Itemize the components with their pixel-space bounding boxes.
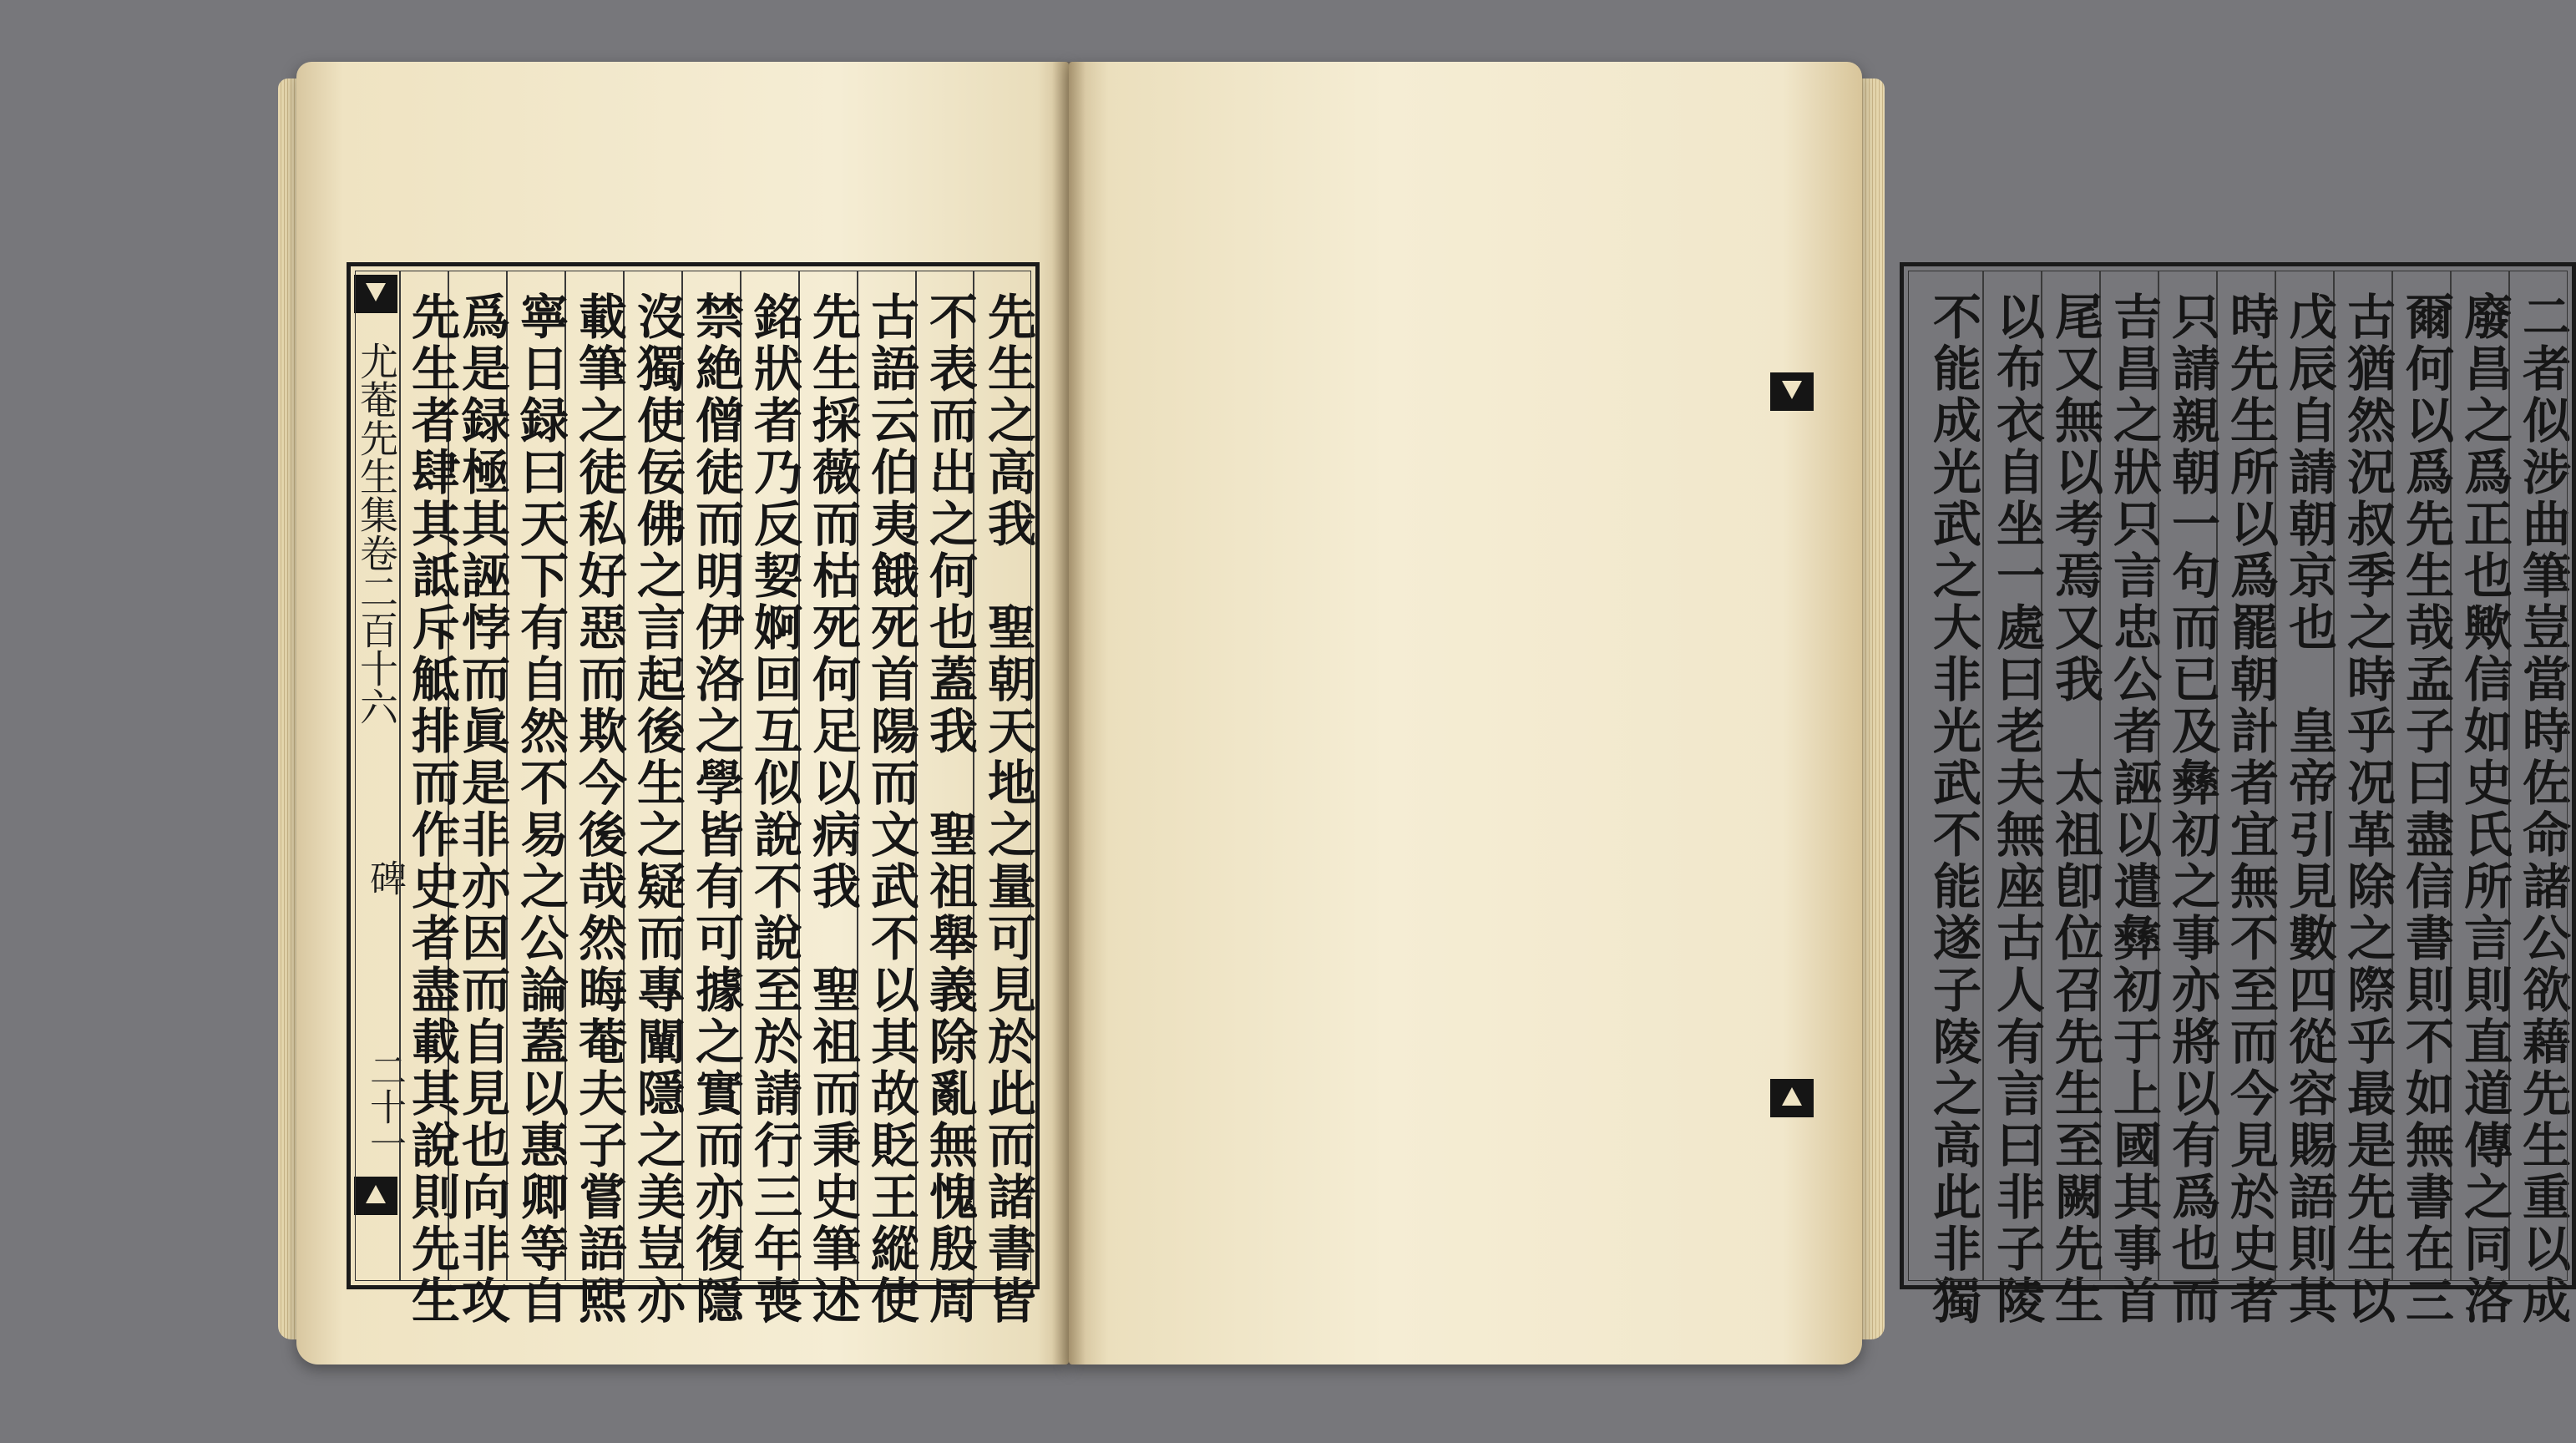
book-gutter <box>1052 62 1086 1365</box>
margin-category: 碑 <box>363 859 406 896</box>
text-column: 禁絶僧徒而明伊洛之學皆有可據之實而亦復隱 <box>687 291 744 1327</box>
column-rule <box>2275 271 2276 1280</box>
text-column: 時先生所以爲罷朝計者宜無不至而今見於史者 <box>2222 291 2279 1327</box>
left-margin-column <box>354 275 406 1285</box>
left-text-frame <box>347 262 1040 1327</box>
column-rule <box>1982 271 1984 1280</box>
column-rule <box>2216 271 2218 1280</box>
text-column: 不能成光武之大非光武不能遂子陵之高此非獨 <box>1925 291 1981 1327</box>
column-rule <box>2450 271 2452 1280</box>
column-rule <box>798 271 800 1280</box>
column-rule <box>448 271 449 1280</box>
column-rule <box>857 271 858 1280</box>
column-rule <box>2333 271 2335 1280</box>
text-column: 寧日録曰天下有自然不易之公論蓋以惠卿等自 <box>512 291 569 1327</box>
text-column: 以布衣自坐一處曰老夫無座古人有言曰非子陵 <box>1988 291 2045 1327</box>
text-column: 二者似涉曲筆豈當時佐命諸公欲藉先生重以成 <box>2514 291 2571 1327</box>
text-column: 先生之高我 聖朝天地之量可見於此而諸書皆 <box>979 291 1036 1327</box>
column-rule <box>2158 271 2159 1280</box>
fishtail-bottom-icon <box>1770 1079 1814 1117</box>
text-column: 載筆之徒私好惡而欺今後哉然晦菴夫子嘗語熙 <box>570 291 627 1327</box>
fishtail-top-icon <box>1770 372 1814 411</box>
column-rule <box>623 271 625 1280</box>
text-column: 戊辰自請朝京也 皇帝引見數四從容賜語則其 <box>2280 291 2337 1327</box>
text-column: 爾何以爲先生哉孟子曰盡信書則不如無書在三 <box>2397 291 2454 1327</box>
text-column: 銘狀者乃反㛃婀回互似說不說至於請行三年喪 <box>746 291 802 1327</box>
column-rule <box>681 271 683 1280</box>
fishtail-top-icon <box>354 275 397 313</box>
text-column: 廢昌之爲正也歟信如史氏所言則直道傳之同洛 <box>2456 291 2513 1327</box>
text-column: 先生採薇而枯死何足以病我 聖祖而秉史筆述 <box>804 291 861 1327</box>
text-column: 吉昌之狀只言忠公者誣以遣彝初于上國其事首 <box>2105 291 2162 1327</box>
text-column: 沒獨使佞佛之言起後生之疑而專闡隱之美豈亦 <box>629 291 686 1327</box>
text-column: 不表而出之何也蓋我 聖祖舉義除亂無愧殷周 <box>921 291 978 1327</box>
column-rule <box>2508 271 2510 1280</box>
column-rule <box>399 271 401 1280</box>
column-rule <box>973 271 974 1280</box>
margin-page-number: 二十一 <box>363 1051 406 1162</box>
left-page <box>296 62 1069 1365</box>
column-rule <box>2099 271 2101 1280</box>
column-rule <box>915 271 917 1280</box>
text-column: 爲是録極其誣悖而眞是非亦因而自見也向非攻 <box>453 291 510 1327</box>
column-rule <box>2041 271 2042 1280</box>
right-page <box>1069 62 2571 1365</box>
column-rule <box>2391 271 2393 1280</box>
column-rule <box>564 271 566 1280</box>
text-column: 古猶然況叔季之時乎况革除之際乎最是先生以 <box>2339 291 2396 1327</box>
right-text-frame <box>1900 262 2576 1327</box>
text-column: 只請親朝一句而已及彝初之事亦將以有爲也而 <box>2164 291 2220 1327</box>
column-rule <box>740 271 741 1280</box>
fishtail-bottom-icon <box>354 1177 397 1215</box>
text-column: 先生者肆其詆斥觝排而作史者盡載其說則先生 <box>403 291 460 1327</box>
column-rule <box>506 271 508 1280</box>
text-column: 尾又無以考焉又我 太祖卽位召先生至闕先生 <box>2047 291 2103 1327</box>
open-book <box>296 62 2571 1365</box>
margin-book-title: 尤菴先生集卷二百十六 <box>354 342 399 726</box>
text-column: 古語云伯夷餓死首陽而文武不以其故貶王縱使 <box>863 291 919 1327</box>
